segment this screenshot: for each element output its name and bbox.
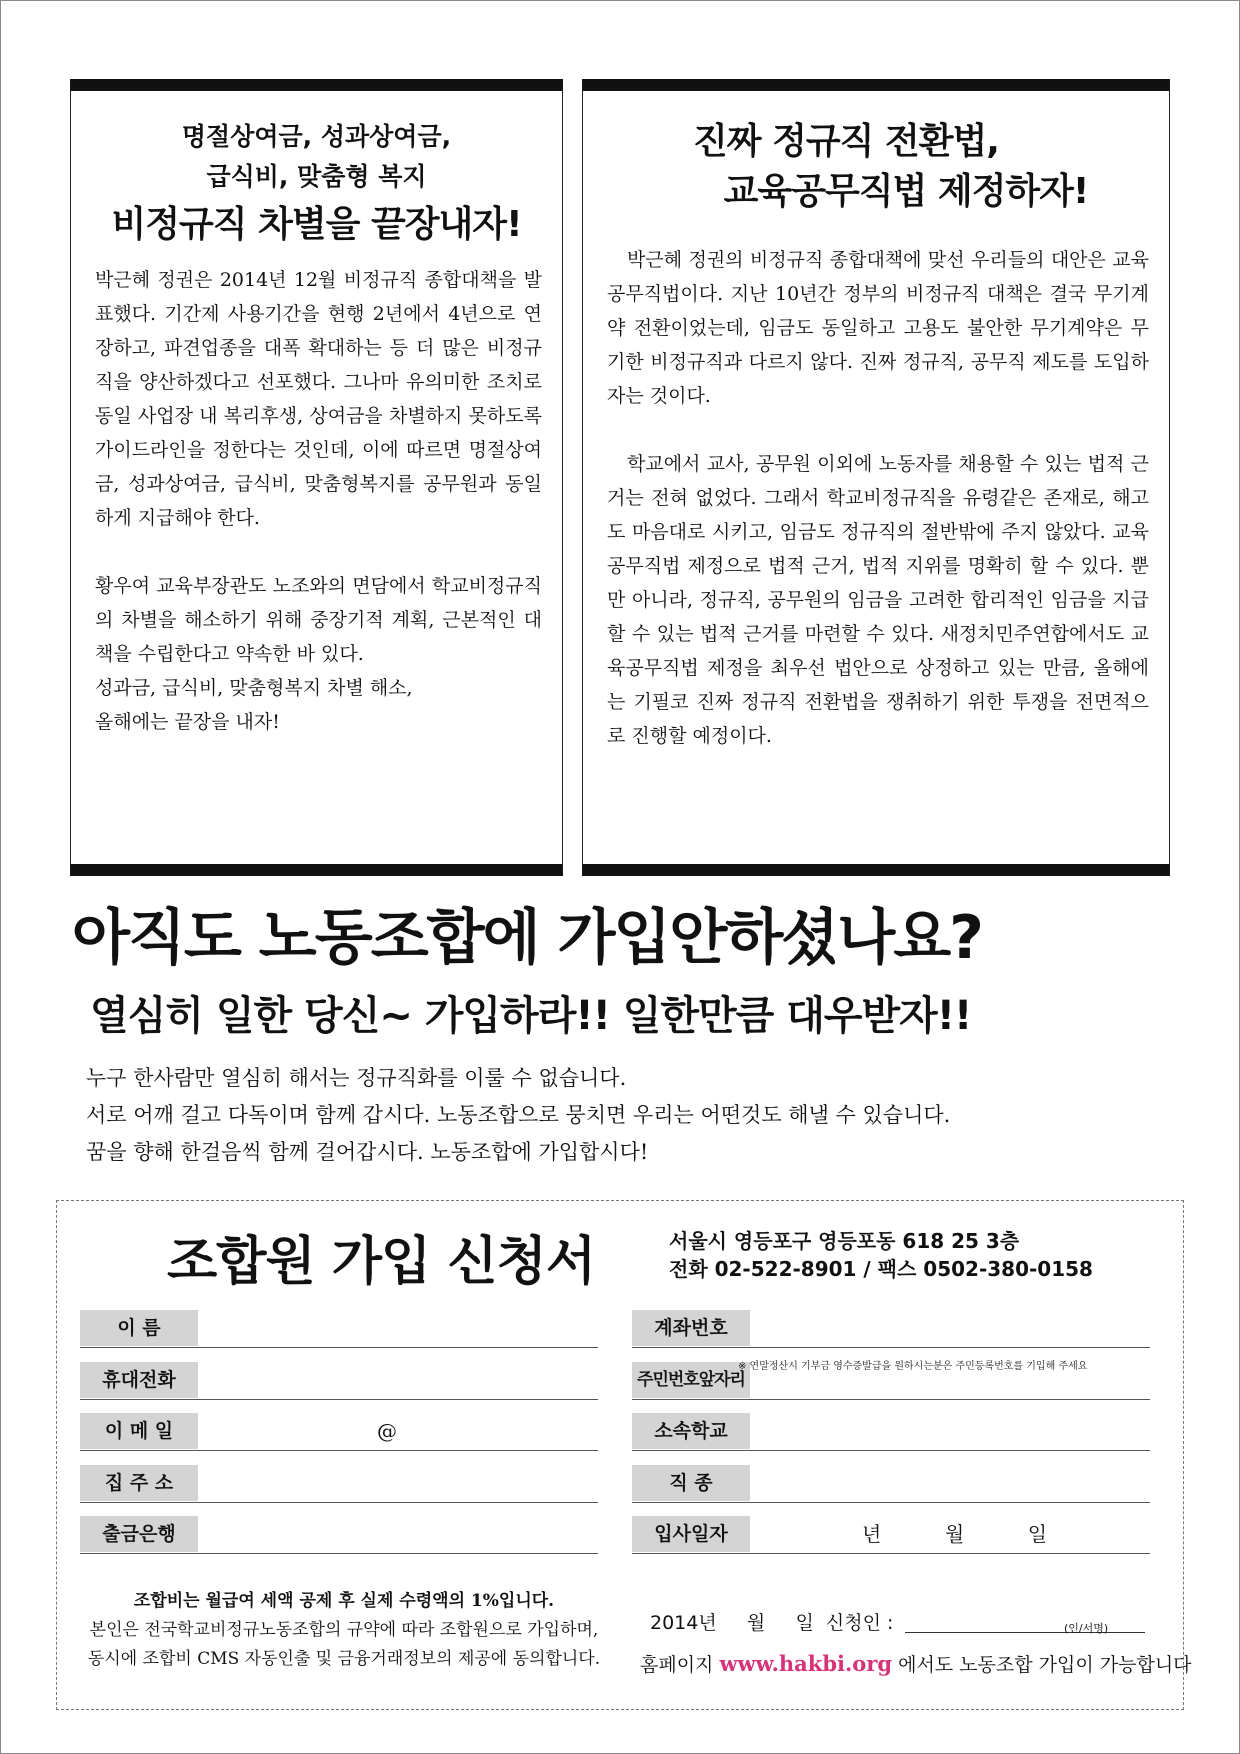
field-job-type-label: 직 종 <box>632 1465 750 1501</box>
field-email-label: 이 메 일 <box>80 1413 198 1449</box>
field-mobile[interactable] <box>80 1362 598 1400</box>
form-contact: 전화 02-522-8901 / 팩스 0502-380-0158 <box>669 1257 1093 1281</box>
homepage-prefix: 홈페이지 <box>640 1654 720 1676</box>
form-title: 조합원 가입 신청서 <box>167 1232 596 1292</box>
left-box-body <box>95 263 542 739</box>
left-box-paragraph-2: 황우여 교육부장관도 노조와의 면담에서 학교비정규직의 차별을 해소하기 위해 중장기적 계획, 근본적인 대책을 수립한다고 약속한 바 있다. <box>95 575 542 665</box>
left-box-paragraph-3-line-1: 성과금, 급식비, 맞춤형복지 차별 해소, <box>95 677 413 699</box>
signature-line[interactable] <box>905 1632 1145 1633</box>
signature-date: 2014년 월 일 신청인 : <box>650 1612 894 1634</box>
left-box-paragraph-1: 박근혜 정권은 2014년 12월 비정규직 종합대책을 발표했다. 기간제 사용기간을 현행 2년에서 4년으로 연장하고, 파견업종을 대폭 확대하는 등 더 많은 비정규직을 양산하겠다고 선포했다. 그나마 유의미한 조치로 동일 사업장 내 복리후생, 상여금을 차별하지 못하도록 가이드라인을 정한다는 것인데, 이에 따르면 명절상여금, 성과상여금, 급식비, 맞춤형복지를 공무원과 동일하게 지급해야 한다. <box>95 269 542 529</box>
article-box-discrimination <box>70 79 563 876</box>
field-bank-label: 출금은행 <box>80 1516 198 1552</box>
field-email-at-sign[interactable]: @ <box>377 1419 397 1443</box>
right-box-title-line-2: 교육공무직법 제정하자! <box>723 171 1089 212</box>
signature-seal-label: (인/서명) <box>1064 1622 1109 1635</box>
field-school-label: 소속학교 <box>632 1413 750 1449</box>
field-email[interactable] <box>80 1413 598 1451</box>
resident-number-note: ※ 연말정산시 기부금 영수증발급을 원하시는분은 주민등록번호를 기입해 주세요 <box>738 1361 1088 1372</box>
field-address-label: 집 주 소 <box>80 1465 198 1501</box>
homepage-link[interactable]: www.hakbi.org <box>719 1651 893 1676</box>
headline-sub: 열심히 일한 당신~ 가입하라!! 일한만큼 대우받자!! <box>90 993 972 1039</box>
field-name-label: 이 름 <box>80 1310 198 1346</box>
intro-line-3: 꿈을 향해 한걸음씩 함께 걸어갑시다. 노동조합에 가입합시다! <box>86 1140 649 1164</box>
field-school[interactable] <box>632 1413 1150 1451</box>
fee-notice-line-2: 본인은 전국학교비정규노동조합의 규약에 따라 조합원으로 가입하며, <box>89 1620 599 1640</box>
form-address-block <box>669 1227 1093 1283</box>
field-hire-date-label: 입사일자 <box>632 1516 750 1552</box>
left-box-title-line-2: 급식비, 맞춤형 복지 <box>206 162 427 191</box>
left-box-title-line-1: 명절상여금, 성과상여금, <box>181 122 452 151</box>
fee-notice-line-1: 조합비는 월급여 세액 공제 후 실제 수령액의 1%입니다. <box>133 1591 555 1611</box>
field-hire-date-value[interactable]: 년 월 일 <box>862 1522 1048 1546</box>
right-box-body <box>607 243 1149 753</box>
left-box-title-line-3: 비정규직 차별을 끝장내자! <box>111 204 522 245</box>
article-box-conversion-law <box>582 79 1170 876</box>
field-resident-number-label: 주민번호앞자리 <box>632 1362 750 1398</box>
intro-line-2: 서로 어깨 걸고 다독이며 함께 갑시다. 노동조합으로 뭉치면 우리는 어떤것도 해낼 수 있습니다. <box>86 1103 951 1127</box>
fee-notice-line-3: 동시에 조합비 CMS 자동인출 및 금융거래정보의 제공에 동의합니다. <box>87 1649 601 1669</box>
form-address: 서울시 영등포구 영등포동 618 25 3층 <box>669 1229 1020 1253</box>
intro-text <box>86 1060 950 1171</box>
field-account-number[interactable] <box>632 1310 1150 1348</box>
field-name[interactable] <box>80 1310 598 1348</box>
homepage-notice <box>640 1650 1192 1677</box>
field-mobile-label: 휴대전화 <box>80 1362 198 1398</box>
field-bank[interactable] <box>80 1516 598 1554</box>
left-box-paragraph-3-line-2: 올해에는 끝장을 내자! <box>95 711 280 733</box>
right-box-paragraph-1: 박근혜 정권의 비정규직 종합대책에 맞선 우리들의 대안은 교육공무직법이다. 지난 10년간 정부의 비정규직 대책은 결국 무기계약 전환이었는데, 임금도 동일하고 고용도 불안한 무기계약은 무기한 비정규직과 다르지 않다. 진짜 정규직, 공무직 제도를 도입하자는 것이다. <box>607 249 1149 407</box>
field-hire-date[interactable] <box>632 1516 1150 1554</box>
field-job-type[interactable] <box>632 1465 1150 1503</box>
intro-line-1: 누구 한사람만 열심히 해서는 정규직화를 이룰 수 없습니다. <box>86 1066 627 1090</box>
right-box-title-line-1: 진짜 정규직 전환법, <box>693 121 999 162</box>
homepage-suffix: 에서도 노동조합 가입이 가능합니다 <box>892 1654 1192 1676</box>
headline-main: 아직도 노동조합에 가입안하셨나요? <box>72 903 982 973</box>
right-box-paragraph-2: 학교에서 교사, 공무원 이외에 노동자를 채용할 수 있는 법적 근거는 전혀 없었다. 그래서 학교비정규직을 유령같은 존재로, 해고도 마음대로 시키고, 임금도 정규직의 절반밖에 주지 않았다. 교육공무직법 제정으로 법적 근거, 법적 지위를 명확히 할 수 있다. 뿐만 아니라, 정규직, 공무원의 임금을 고려한 합리적인 임금을 지급할 수 있는 법적 근거를 마련할 수 있다. 새정치민주연합에서도 교육공무직법 제정을 최우선 법안으로 상정하고 있는 만큼, 올해에는 기필코 진짜 정규직 전환법을 쟁취하기 위한 투쟁을 전면적으로 진행할 예정이다. <box>607 453 1149 747</box>
field-account-number-label: 계좌번호 <box>632 1310 750 1346</box>
field-address[interactable] <box>80 1465 598 1503</box>
